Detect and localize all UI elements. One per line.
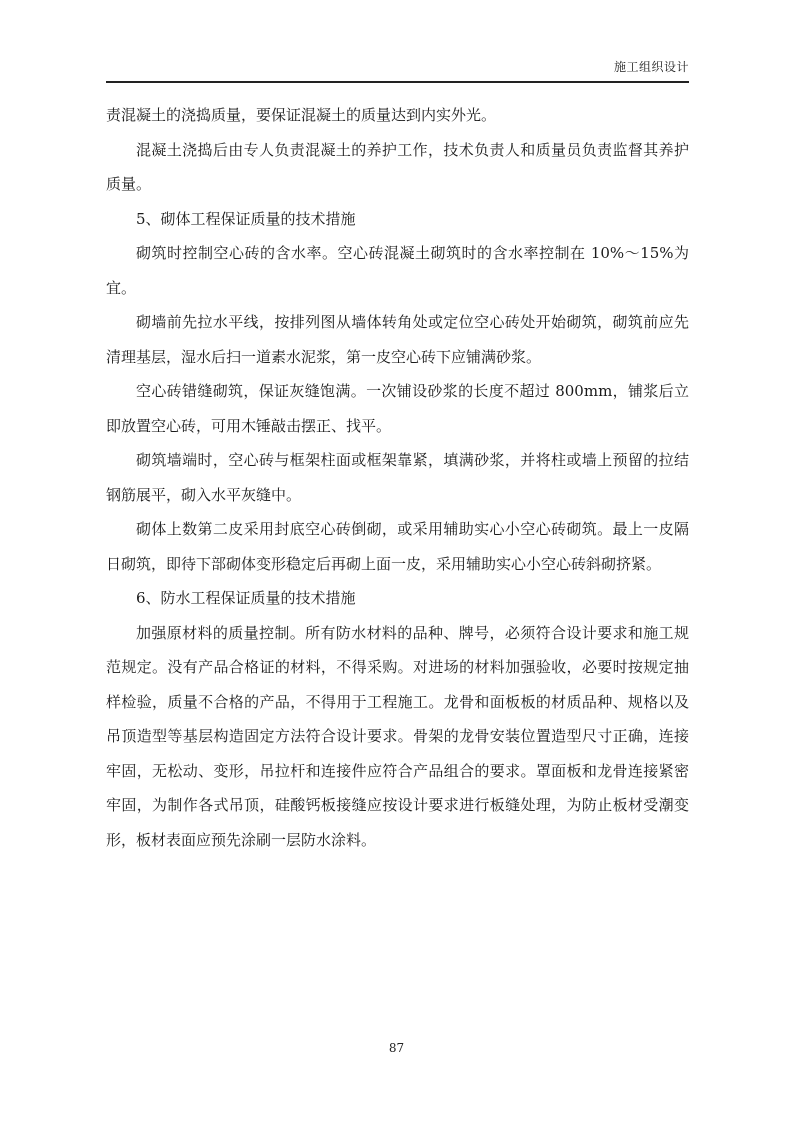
page-header-title: 施工组织设计 [613,60,689,74]
paragraph-concrete-curing: 混凝土浇捣后由专人负责混凝土的养护工作，技术负责人和质量员负责监督其养护质量。 [106,140,689,193]
document-body [106,98,689,857]
section-heading-waterproofing: 6、防水工程保证质量的技术措施 [136,589,356,607]
paragraph-staggered-joints: 空心砖错缝砌筑，保证灰缝饱满。一次铺设砂浆的长度不超过 800mm，铺浆后立即放置空心砖，可用木锤敲击摆正、找平。 [106,382,689,435]
paragraph-wall-ends: 砌筑墙端时，空心砖与框架柱面或框架靠紧，填满砂浆，并将柱或墙上预留的拉结钢筋展平，砌入水平灰缝中。 [106,451,689,504]
paragraph-continuation: 责混凝土的浇捣质量，要保证混凝土的质量达到内实外光。 [106,106,497,124]
paragraph-material-control: 加强原材料的质量控制。所有防水材料的品种、牌号，必须符合设计要求和施工规范规定。没有产品合格证的材料，不得采购。对进场的材料加强验收，必要时按规定抽样检验，质量不合格的产品，不得用于工程施工。龙骨和面板板的材质品种、规格以及吊顶造型等基层构造固定方法符合设计要求。骨架的龙骨安装位置造型尺寸正确，连接牢固，无松动、变形，吊拉杆和连接件应符合产品组合的要求。罩面板和龙骨连接紧密牢固，为制作各式吊顶，硅酸钙板接缝应按设计要求进行板缝处理，为防止板材受潮变形，板材表面应预先涂刷一层防水涂料。 [106,623,689,849]
page-number: 87 [388,1041,405,1055]
header-rule [106,81,689,83]
paragraph-moisture-control: 砌筑时控制空心砖的含水率。空心砖混凝土砌筑时的含水率控制在 10%～15%为宜。 [106,244,689,297]
paragraph-top-courses: 砌体上数第二皮采用封底空心砖倒砌，或采用辅助实心小空心砖砌筑。最上一皮隔日砌筑，即待下部砌体变形稳定后再砌上面一皮，采用辅助实心小空心砖斜砌挤紧。 [106,520,689,573]
paragraph-wall-layout: 砌墙前先拉水平线，按排列图从墙体转角处或定位空心砖处开始砌筑，砌筑前应先清理基层，湿水后扫一道素水泥浆，第一皮空心砖下应铺满砂浆。 [106,313,689,366]
section-heading-masonry: 5、砌体工程保证质量的技术措施 [136,209,356,228]
